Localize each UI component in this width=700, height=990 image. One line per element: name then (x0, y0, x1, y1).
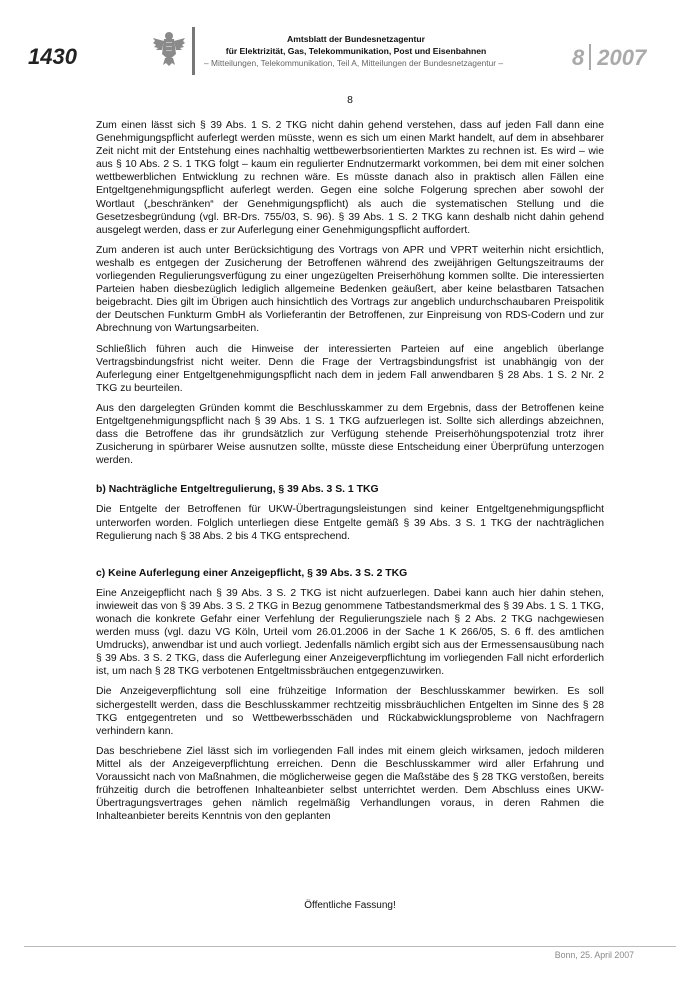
public-version-note: Öffentliche Fassung! (304, 900, 396, 911)
document-page-number: 8 (347, 95, 353, 106)
paragraph: Die Entgelte der Betroffenen für UKW-Übertragungsleistungen sind keiner Entgeltgenehmigungspflicht unterworfen worden. Folglich unterliegen diese Entgelte gemäß § 39 Abs. 3 S. 1 TKG der nachträglichen Regulierung nach § 38 Abs. 2 bis 4 TKG entsprechend. (96, 504, 604, 542)
document-body (96, 119, 604, 830)
issue-number: 8 (572, 45, 585, 70)
paragraph: Zum einen lässt sich § 39 Abs. 1 S. 2 TKG nicht dahin gehend verstehen, dass auf jeden Fall dann eine Genehmigungspflicht auferlegt werden müsste, wenn es sich um einen Markt handelt, auf dem in absehbarer Zeit nicht mit der Entstehung eines nachhaltig wettbewerbsorientierten Marktes zu rechnen ist. Es wird – wie aus § 10 Abs. 2 S. 1 TKG folgt – kaum ein regulierter Endnutzermarkt vorkommen, bei dem mit einer solchen wettbewerblichen Entwicklung zu rechnen wäre. Es müsste danach also in praktisch allen Fällen eine Entgeltgenehmigungspflicht auferlegt werden. Gegen eine solche Folgerung sprechen aber sowohl der Wortlaut („beschränken“ der Genehmigungspflicht) als auch die systematischen Stellung und die Gesetzesbegründung (vgl. BR-Drs. 755/03, S. 96). § 39 Abs. 1 S. 2 TKG kann deshalb nicht dahin gehend ausgelegt werden, dass er zur Auferlegung einer Genehmigungspflicht auffordert. (96, 120, 604, 236)
paragraph: Die Anzeigeverpflichtung soll eine frühzeitige Information der Beschlusskammer bewirken. Es soll sichergestellt werden, dass die Beschlusskammer rechtzeitig missbräuchlichen Entgelten im Sinne des § 28 TKG entgegentreten und so Wettbewerbsschäden und Rückabwicklungsprobleme von Nachfragern verhindern kann. (96, 686, 604, 737)
journal-title-line2: für Elektrizität, Gas, Telekommunikation, Post und Eisenbahnen (225, 46, 487, 56)
paragraph: Schließlich führen auch die Hinweise der interessierten Parteien auf eine angeblich überlange Vertragsbindungsfrist nicht weiter. Denn die Frage der Vertragsbindungsfrist ist unabhängig von der Auferlegung einer Entgeltgenehmigungspflicht nach dem in jedem Fall anwendbaren § 28 Abs. 1 S. 2 Nr. 2 TKG zu beurteilen. (96, 343, 604, 394)
issue-year: 2007 (597, 45, 647, 70)
footer-divider (24, 946, 676, 947)
paragraph: Das beschriebene Ziel lässt sich im vorliegenden Fall indes mit einem gleich wirksamen, jedoch milderen Mittel als der Anzeigeverpflichtung erreichen. Denn die Beschlusskammer wird aller Erfahrung und Voraussicht nach von Maßnahmen, die möglicherweise gegen die Maßstäbe des § 28 TKG verstoßen, bereits frühzeitig durch die betroffenen Inhalteanbieter selbst unterrichtet werden. Dem Abschluss eines UKW-Übertragungsvertrages gehen nämlich regelmäßig Verhandlungen voraus, in deren Rahmen die Inhalteanbieter bereits Kenntnis von den geplanten (96, 745, 604, 823)
issue-label (572, 44, 646, 71)
journal-subtitle: – Mitteilungen, Telekommunikation, Teil A, Mitteilungen der Bundesnetzagentur – (204, 58, 504, 68)
journal-title-line1: Amtsblatt der Bundesnetzagentur (287, 34, 425, 44)
journal-title (200, 33, 512, 57)
header-divider (192, 27, 195, 75)
section-heading-b: b) Nachträgliche Entgeltregulierung, § 39 Abs. 3 S. 1 TKG (96, 484, 379, 496)
federal-eagle-icon (152, 30, 186, 66)
paragraph: Zum anderen ist auch unter Berücksichtigung des Vortrags von APR und VPRT weiterhin nicht ersichtlich, weshalb es entgegen der Zusicherung der Betroffenen während des zweijährigen Geltungszeitraums der vorliegenden Regulierungsverfügung zu einer ungezügelten Preiserhöhung kommen sollte. Die interessierten Parteien haben diesbezüglich lediglich allgemeine Bedenken geäußert, aber keine belastbaren Tatsachen beigebracht. Dies gilt im Übrigen auch hinsichtlich des Vortrags zur angeblich undurchschaubaren Preispolitik der Deutschen Funkturm GmbH als Vorlieferantin der Betroffenen, zur Einpreisung von RDS-Codern und zur Abrechnung von Wartungsarbeiten. (96, 244, 604, 335)
journal-page-number: 1430 (28, 44, 77, 69)
paragraph: Eine Anzeigepflicht nach § 39 Abs. 3 S. 2 TKG ist nicht aufzuerlegen. Dabei kann auch hier dahin stehen, inwieweit das von § 39 Abs. 3 S. 2 TKG in Bezug genommene Tatbestandsmerkmal des § 39 Abs. 1 S. 1 TKG, wonach die konkrete Gefahr einer Verfehlung der Regulierungsziele nach § 2 Abs. 2 TKG nachgewiesen werden muss (vgl. dazu VG Köln, Urteil vom 26.01.2006 in der Sache 1 K 266/05, S. 6 ff. des amtlichen Umdrucks), anwendbar ist und auch vorliegt. Jedenfalls nämlich ergibt sich aus der Ermessensausübung nach § 39 Abs. 3 S. 2 TKG, dass die Auferlegung einer Anzeigeverpflichtung im vorliegenden Fall nicht erforderlich ist, um nach § 28 TKG verbotenen Entgeltmissbräuchen entgegenzuwirken. (96, 587, 604, 678)
paragraph: Aus den dargelegten Gründen kommt die Beschlusskammer zu dem Ergebnis, dass der Betroffenen keine Entgeltgenehmigungspflicht nach § 39 Abs. 1 S. 1 TKG aufzuerlegen ist. Sollte sich allerdings abzeichnen, dass die Betroffene das ihr grundsätzlich zur Verfügung stehende Preiserhöhungspotenzial trotz ihrer Zusicherung in spürbarer Weise ausnutzen sollte, müsste diese Entscheidung einer Überprüfung unterzogen werden. (96, 402, 604, 467)
publication-date: Bonn, 25. April 2007 (554, 950, 634, 960)
issue-separator (589, 44, 591, 70)
section-heading-c: c) Keine Auferlegung einer Anzeigepflicht, § 39 Abs. 3 S. 2 TKG (96, 567, 408, 579)
